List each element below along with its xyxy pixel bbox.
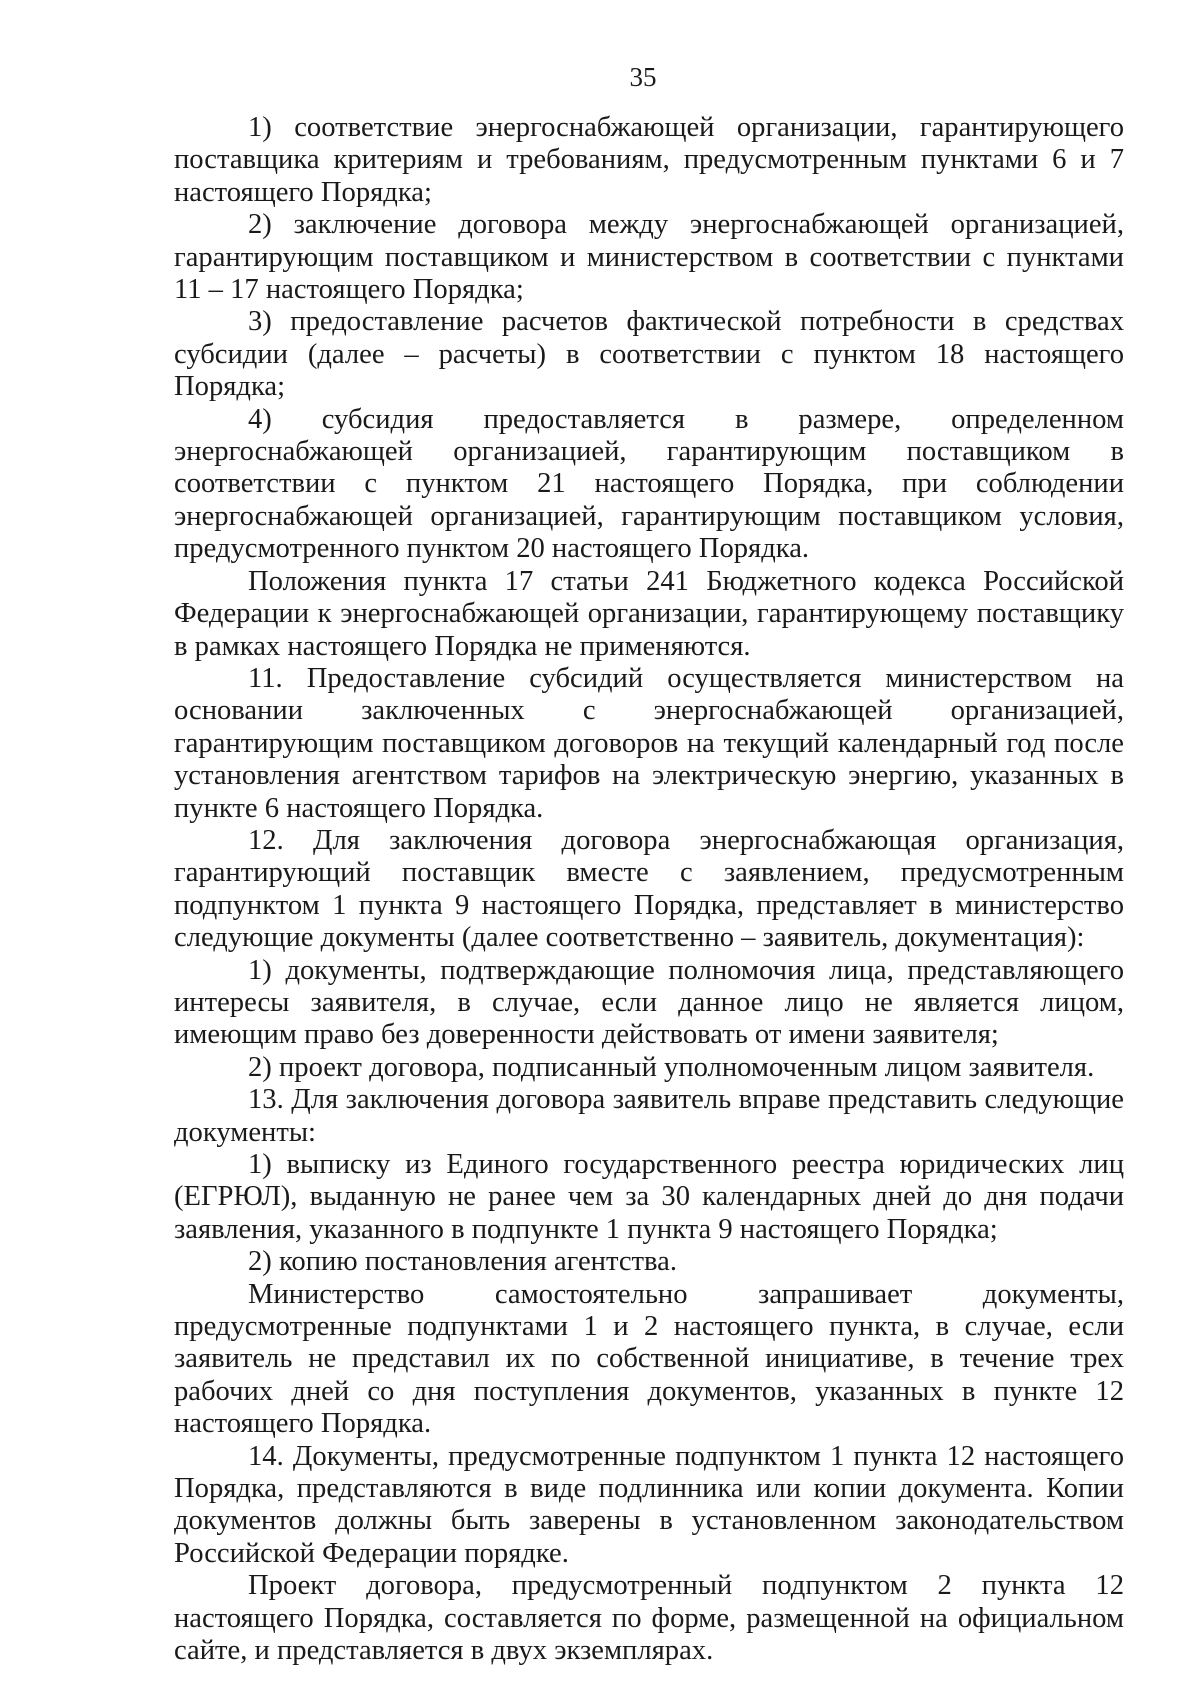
paragraph: 2) копию постановления агентства. (248, 1246, 677, 1278)
paragraph: 2) заключение договора между энергоснабжающей организацией, гарантирующим поставщиком и министерством в соответствии с пунктами 11 – 17 настоящего Порядка; (174, 209, 1124, 306)
paragraph: 2) проект договора, подписанный уполномоченным лицом заявителя. (248, 1051, 1095, 1083)
paragraph: Проект договора, предусмотренный подпунктом 2 пункта 12 настоящего Порядка, составляется по форме, размещенной на официальном сайте, и представляется в двух экземплярах. (174, 1570, 1124, 1667)
paragraph: 13. Для заключения договора заявитель вправе представить следующие документы: (174, 1084, 1124, 1148)
paragraph: 1) документы, подтверждающие полномочия лица, представляющего интересы заявителя, в случае, если данное лицо не является лицом, имеющим право без доверенности действовать от имени заявителя; (174, 954, 1124, 1051)
paragraph: Министерство самостоятельно запрашивает документы, предусмотренные подпунктами 1 и 2 настоящего пункта, в случае, если заявитель не представил их по собственной инициативе, в течение трех рабочих дней со дня поступления документов, указанных в пункте 12 настоящего Порядка. (174, 1278, 1124, 1440)
paragraph: 1) соответствие энергоснабжающей организации, гарантирующего поставщика критериям и требованиям, предусмотренным пунктами 6 и 7 настоящего Порядка; (174, 112, 1124, 208)
paragraph: 3) предоставление расчетов фактической потребности в средствах субсидии (далее – расчеты) в соответствии с пунктом 18 настоящего Порядка; (174, 306, 1124, 403)
paragraph: 4) субсидия предоставляется в размере, определенном энергоснабжающей организацией, гарантирующим поставщиком в соответствии с пунктом 21 настоящего Порядка, при соблюдении энергоснабжающей организацией, гарантирующим поставщиком условия, предусмотренного пунктом 20 настоящего Порядка. (174, 403, 1124, 565)
paragraph: 12. Для заключения договора энергоснабжающая организация, гарантирующий поставщик вместе с заявлением, предусмотренным подпунктом 1 пункта 9 настоящего Порядка, представляет в министерство следующие документы (далее соответственно – заявитель, документация): (174, 824, 1124, 954)
paragraph: 1) выписку из Единого государственного реестра юридических лиц (ЕГРЮЛ), выданную не ранее чем за 30 календарных дней до дня подачи заявления, указанного в подпункте 1 пункта 9 настоящего Порядка; (174, 1149, 1124, 1245)
document-body (174, 112, 1124, 1668)
paragraph: 11. Предоставление субсидий осуществляется министерством на основании заключенных с энергоснабжающей организацией, гарантирующим поставщиком договоров на текущий календарный год после установления агентством тарифов на электрическую энергию, указанных в пункте 6 настоящего Порядка. (174, 662, 1124, 824)
paragraph: Положения пункта 17 статьи 241 Бюджетного кодекса Российской Федерации к энергоснабжающей организации, гарантирующему поставщику в рамках настоящего Порядка не применяются. (174, 565, 1124, 662)
paragraph: 14. Документы, предусмотренные подпунктом 1 пункта 12 настоящего Порядка, представляются в виде подлинника или копии документа. Копии документов должны быть заверены в установленном законодательством Российской Федерации порядке. (174, 1440, 1124, 1569)
page-number: 35 (629, 62, 657, 92)
